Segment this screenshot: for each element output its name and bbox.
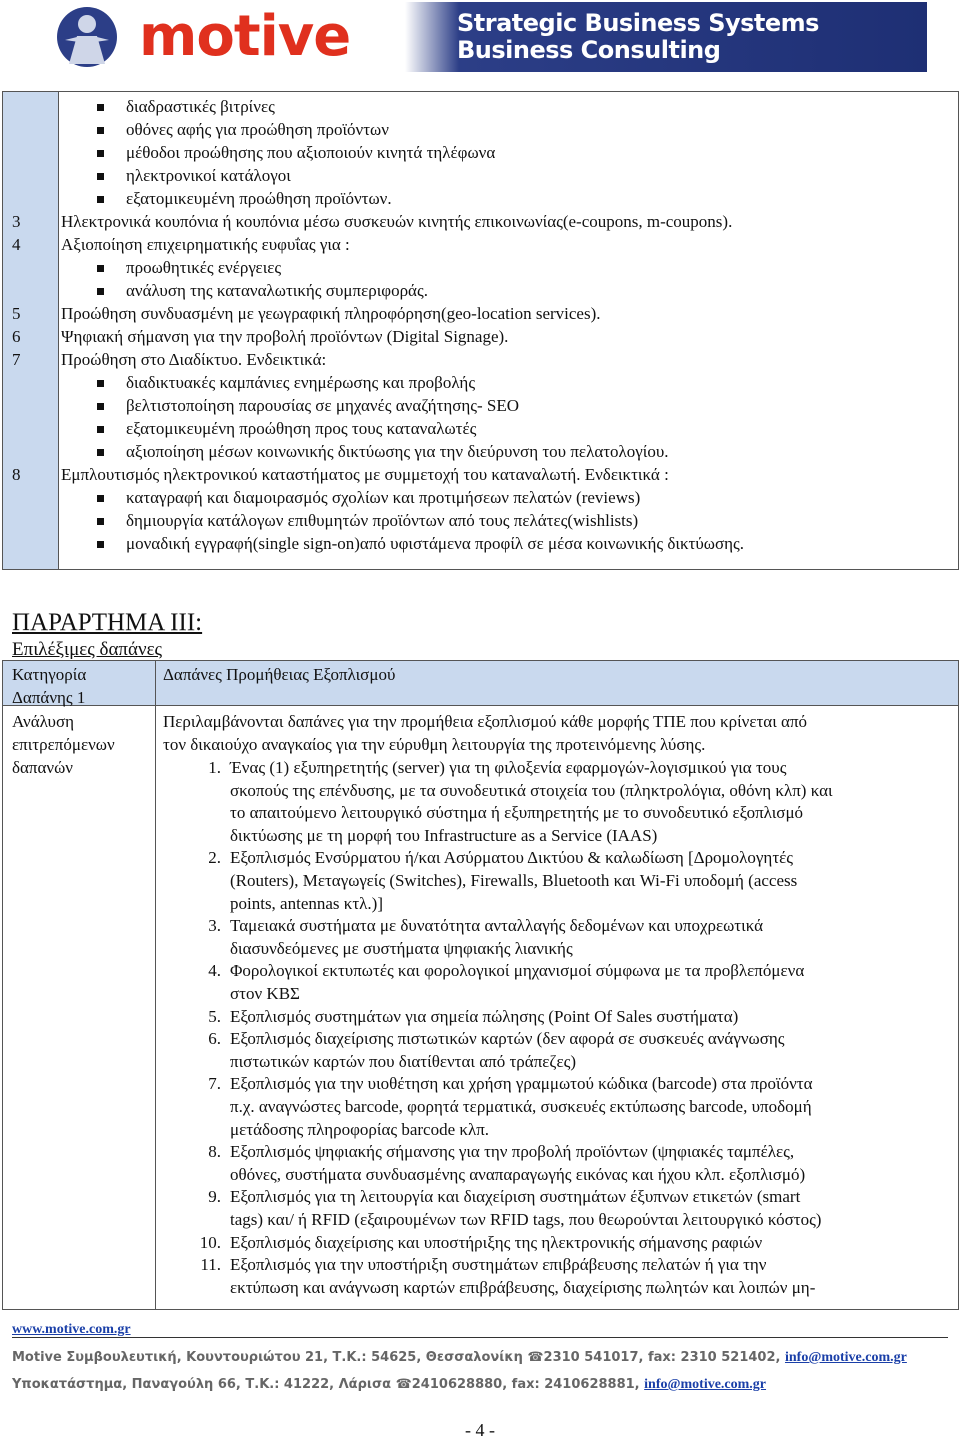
equipment-item-text: Εξοπλισμός διαχείρισης και υποστήριξης της ηλεκτρονικής σήμανσης ραφιών	[230, 1232, 763, 1252]
equipment-item-text: Εξοπλισμός για την υποστήριξη συστημάτων επιβράβευσης πελατών ή για την	[230, 1255, 767, 1275]
equipment-item-text: οθόνες, συστήματα συνδυασμένης αναπαραγωγής εικόνας και ήχου κλπ. εξοπλισμό)	[230, 1164, 806, 1184]
logo-wordmark: motive	[139, 4, 351, 69]
row-label-line-1: Ανάλυση	[12, 712, 75, 731]
column-divider	[155, 661, 156, 1309]
header-banner	[27, 2, 927, 72]
equipment-item-number: 7.	[208, 1074, 221, 1094]
bullet-icon	[97, 495, 104, 502]
bullet-item-text: ηλεκτρονικοί κατάλογοι	[126, 166, 291, 185]
equipment-item-text: Εξοπλισμός ψηφιακής σήμανσης για την προβολή προϊόντων (ψηφιακές ταμπέλες,	[230, 1142, 795, 1162]
footer-address-1: Motive Συμβουλευτική, Κουντουριώτου 21, Τ.Κ.: 54625, Θεσσαλονίκη ☎2310 541017, fax: 2310 521402,	[12, 1350, 781, 1365]
footer-address-line-2	[12, 1377, 766, 1393]
numbered-item-text: Ψηφιακή σήμανση για την προβολή προϊόντων (Digital Signage).	[61, 327, 509, 346]
bullet-item-text: διαδικτυακές καμπάνιες ενημέρωσης και προβολής	[126, 373, 476, 392]
header-category-title: Δαπάνες Προμήθειας Εξοπλισμού	[163, 665, 396, 684]
header-category-line-2: Δαπάνης 1	[12, 688, 86, 707]
numbered-item-text: Αξιοποίηση επιχειρηματικής ευφυΐας για :	[61, 235, 350, 254]
numbered-item-text: Προώθηση συνδυασμένη με γεωγραφική πληροφόρηση(geo-location services).	[61, 304, 601, 323]
bullet-item-text: προωθητικές ενέργειες	[126, 258, 282, 277]
bullet-icon	[97, 380, 104, 387]
numbered-item-text: Προώθηση στο Διαδίκτυο. Ενδεικτικά:	[61, 350, 327, 369]
equipment-item-text: (Routers), Μεταγωγείς (Switches), Firewalls, Bluetooth και Wi-Fi υποδομή (access	[230, 871, 798, 890]
bullet-icon	[97, 449, 104, 456]
bullet-icon	[97, 173, 104, 180]
row-label-line-3: δαπανών	[12, 758, 73, 777]
bullet-icon	[97, 196, 104, 203]
item-number: 4	[12, 235, 21, 254]
header-category-line-1: Κατηγορία	[12, 665, 87, 684]
equipment-item-number: 9.	[208, 1187, 221, 1207]
bullet-icon	[97, 426, 104, 433]
bullet-item-text: εξατομικευμένη προώθηση προς τους καταναλωτές	[126, 419, 477, 438]
expenses-table-header	[3, 661, 958, 706]
annex-subtitle: Επιλέξιμες δαπάνες	[12, 639, 163, 660]
footer-website-link[interactable]: www.motive.com.gr	[12, 1322, 131, 1337]
equipment-item-number: 1.	[208, 758, 221, 777]
person-logo-icon	[37, 6, 137, 68]
tagline-line-2: Business Consulting	[457, 36, 721, 64]
bullet-item-text: μέθοδοι προώθησης που αξιοποιούν κινητά τηλέφωνα	[126, 143, 496, 162]
tagline-line-1: Strategic Business Systems	[457, 9, 819, 37]
equipment-item-text: δικτύωσης με τη μορφή του Infrastructure as a Service (IAAS)	[230, 825, 658, 845]
equipment-item-text: Εξοπλισμός διαχείρισης πιστωτικών καρτών (δεν αφορά σε συσκευές ανάγνωσης	[230, 1029, 785, 1049]
item-number: 7	[12, 350, 21, 369]
bullet-item-text: οθόνες αφής για προώθηση προϊόντων	[126, 120, 389, 139]
equipment-item-number: 5.	[208, 1006, 221, 1026]
bullet-item-text: δημιουργία κατάλογων επιθυμητών προϊόντων από τους πελάτες(wishlists)	[126, 511, 639, 530]
bullet-icon	[97, 104, 104, 111]
equipment-item-text: Εξοπλισμός Ενσύρματου ή/και Ασύρματου Δικτύου & καλωδίωση [Δρομολογητές	[230, 848, 794, 868]
equipment-item-text: Εξοπλισμός για τη λειτουργία και διαχείριση συστημάτων έξυπνων ετικετών (smart	[230, 1187, 801, 1207]
equipment-item-text: points, antennas κτλ.)]	[230, 893, 383, 913]
item-number: 3	[12, 212, 21, 231]
equipment-item-text: π.χ. αναγνώστες barcode, φορητά τερματικά, συσκευές εκτύπωσης barcode, υποδομή	[230, 1097, 812, 1116]
equipment-item-text: σκοπούς της επένδυσης, με τα συνοδευτικά στοιχεία του (πληκτρολόγια, οθόνη κλπ) και	[230, 780, 833, 800]
row-label-line-2: επιτρεπόμενων	[12, 735, 115, 754]
equipment-item-number: 11.	[200, 1255, 221, 1275]
equipment-item-text: Ταμειακά συστήματα με δυνατότητα ανταλλαγής δεδομένων και υποχρεωτικά	[230, 916, 764, 936]
bullet-icon	[97, 541, 104, 548]
bullet-item-text: αξιοποίηση μέσων κοινωνικής δικτύωσης για την διεύρυνση του πελατολογίου.	[126, 442, 669, 461]
equipment-item-number: 3.	[208, 916, 221, 936]
numbered-item-text: Εμπλουτισμός ηλεκτρονικού καταστήματος με συμμετοχή του καταναλωτή. Ενδεικτικά :	[61, 465, 669, 484]
bullet-item-text: ανάλυση της καταναλωτικής συμπεριφοράς.	[126, 281, 428, 300]
equipment-item-text: Εξοπλισμός συστημάτων για σημεία πώλησης (Point Of Sales συστήματα)	[230, 1006, 739, 1026]
footer-email-link-2[interactable]: info@motive.com.gr	[644, 1377, 767, 1392]
bullet-icon	[97, 127, 104, 134]
equipment-item-number: 8.	[208, 1142, 221, 1162]
intro-line-1: Περιλαμβάνονται δαπάνες για την προμήθεια εξοπλισμού κάθε μορφής ΤΠΕ που κρίνεται από	[163, 712, 808, 731]
bullet-icon	[97, 518, 104, 525]
equipment-item-text: πιστωτικών καρτών που διατίθενται από τράπεζες)	[230, 1051, 576, 1071]
equipment-item-text: εκτύπωση και ανάγνωση καρτών επιβράβευσης, διαχείρισης πωλητών και λοιπών μη-	[230, 1277, 816, 1297]
equipment-item-text: το απαιτούμενο λειτουργικό σύστημα ή εξυπηρετητής με το συνοδευτικό εξοπλισμό	[230, 803, 804, 823]
footer-divider	[12, 1337, 948, 1338]
equipment-item-text: μετάδοσης πληροφορίας barcode κλπ.	[230, 1119, 490, 1139]
item-number: 6	[12, 327, 21, 346]
equipment-item-number: 2.	[208, 848, 221, 868]
equipment-item-text: διασυνδεόμενες με συστήματα ψηφιακής λιανικής	[230, 938, 573, 958]
equipment-item-text: στον ΚΒΣ	[230, 984, 300, 1003]
bullet-item-text: καταγραφή και διαμοιρασμός σχολίων και προτιμήσεων πελατών (reviews)	[126, 488, 641, 507]
annex-title: ΠΑΡΑΡΤΗΜΑ ΙΙΙ:	[12, 609, 203, 636]
equipment-item-text: Φορολογικοί εκτυπωτές και φορολογικοί μηχανισμοί σύμφωνα με τα προβλεπόμενα	[230, 961, 805, 981]
intro-line-2: τον δικαιούχο αναγκαίος για την εύρυθμη λειτουργία της προτεινόμενης λύσης.	[163, 735, 706, 754]
bullet-icon	[97, 288, 104, 295]
item-number: 5	[12, 304, 21, 323]
bullet-icon	[97, 403, 104, 410]
footer-address-2: Υποκατάστημα, Παναγούλη 66, Τ.Κ.: 41222, Λάρισα ☎2410628880, fax: 2410628881,	[12, 1377, 640, 1392]
equipment-item-number: 10.	[199, 1232, 221, 1252]
bullet-item-text: διαδραστικές βιτρίνες	[126, 97, 275, 116]
equipment-item-number: 4.	[208, 961, 221, 981]
item-number: 8	[12, 465, 21, 484]
bullet-icon	[97, 265, 104, 272]
equipment-item-number: 6.	[208, 1029, 221, 1049]
footer-email-link-1[interactable]: info@motive.com.gr	[784, 1350, 907, 1365]
numbered-item-text: Ηλεκτρονικά κουπόνια ή κουπόνια μέσω συσκευών κινητής επικοινωνίας(e-coupons, m-coupons).	[61, 212, 733, 231]
bullet-item-text: βελτιστοποίηση παρουσίας σε μηχανές αναζήτησης- SEO	[126, 396, 520, 415]
page-number: - 4 -	[465, 1420, 495, 1440]
equipment-item-text: Ένας (1) εξυπηρετητής (server) για τη φιλοξενία εφαρμογών-λογισμικού για τους	[230, 758, 787, 777]
bullet-item-text: μοναδική εγγραφή(single sign-on)από υφιστάμενα προφίλ σε μέσα κοινωνικής δικτύωσης.	[126, 534, 745, 553]
footer-address-line-1	[12, 1350, 907, 1366]
equipment-item-text: tags) και/ ή RFID (εξαιρουμένων των RFID tags, που θεωρούνται λειτουργικό κόστος)	[230, 1210, 822, 1229]
equipment-item-text: Εξοπλισμός για την υιοθέτηση και χρήση γραμμωτού κώδικα (barcode) στα προϊόντα	[230, 1074, 813, 1094]
bullet-icon	[97, 150, 104, 157]
bullet-item-text: εξατομικευμένη προώθηση προϊόντων.	[126, 189, 392, 208]
banner-tagline	[457, 10, 819, 64]
